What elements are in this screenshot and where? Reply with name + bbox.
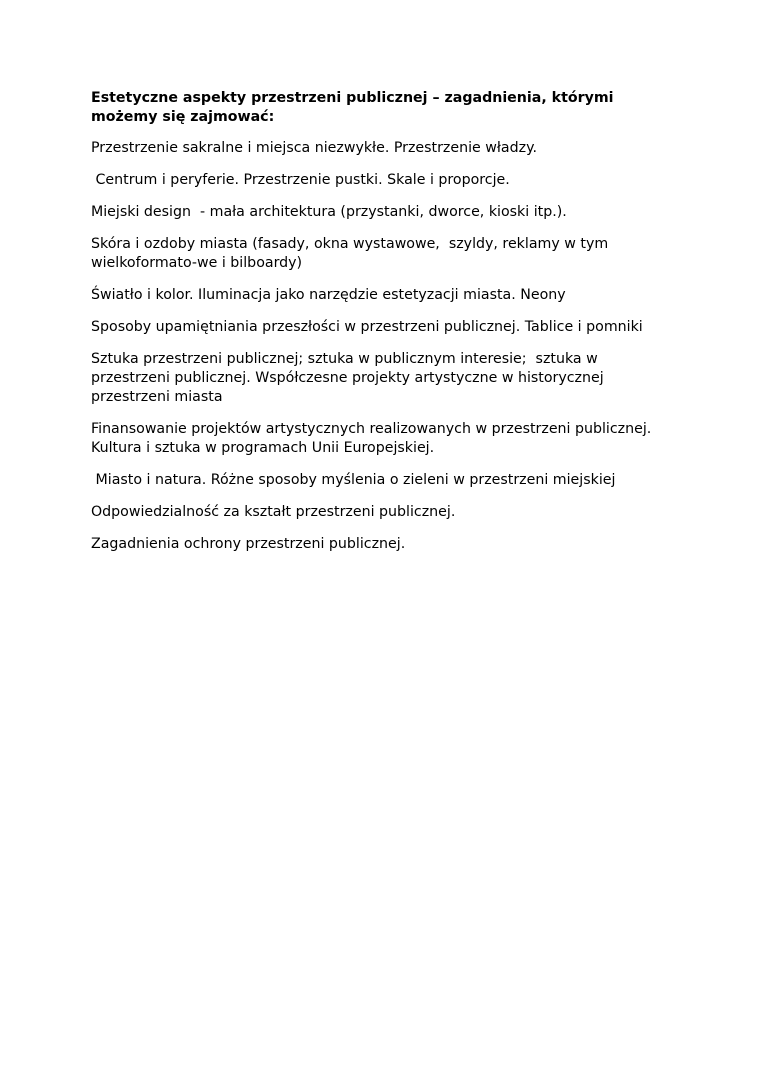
paragraph-responsibility: Odpowiedzialność za kształt przestrzeni publicznej. xyxy=(91,504,456,520)
paragraph-public-art: Sztuka przestrzeni publicznej; sztuka w publicznym interesie; sztuka w przestrzeni publicznej. Współczesne projekty artystyczne w historycznej przestrzeni miasta xyxy=(91,351,609,405)
document-body xyxy=(91,89,671,567)
paragraph-urban-design: Miejski design - mała architektura (przystanki, dworce, kioski itp.). xyxy=(91,204,567,220)
paragraph-city-skin: Skóra i ozdoby miasta (fasady, okna wystawowe, szyldy, reklamy w tym wielkoformato-we i bilboardy) xyxy=(91,236,613,271)
paragraph-sacral-spaces: Przestrzenie sakralne i miejsca niezwykłe. Przestrzenie władzy. xyxy=(91,140,537,156)
paragraph-light-color: Światło i kolor. Iluminacja jako narzędzie estetyzacji miasta. Neony xyxy=(91,287,566,303)
paragraph-center-periphery: Centrum i peryferie. Przestrzenie pustki. Skale i proporcje. xyxy=(91,172,510,188)
paragraph-financing: Finansowanie projektów artystycznych realizowanych w przestrzeni publicznej. Kultura i sztuka w programach Unii Europejskiej. xyxy=(91,421,656,456)
paragraph-protection: Zagadnienia ochrony przestrzeni publicznej. xyxy=(91,536,406,552)
paragraph-city-nature: Miasto i natura. Różne sposoby myślenia o zieleni w przestrzeni miejskiej xyxy=(91,472,616,488)
document-title: Estetyczne aspekty przestrzeni publicznej – zagadnienia, którymi możemy się zajmować: xyxy=(91,90,614,125)
paragraph-commemoration: Sposoby upamiętniania przeszłości w przestrzeni publicznej. Tablice i pomniki xyxy=(91,319,643,335)
